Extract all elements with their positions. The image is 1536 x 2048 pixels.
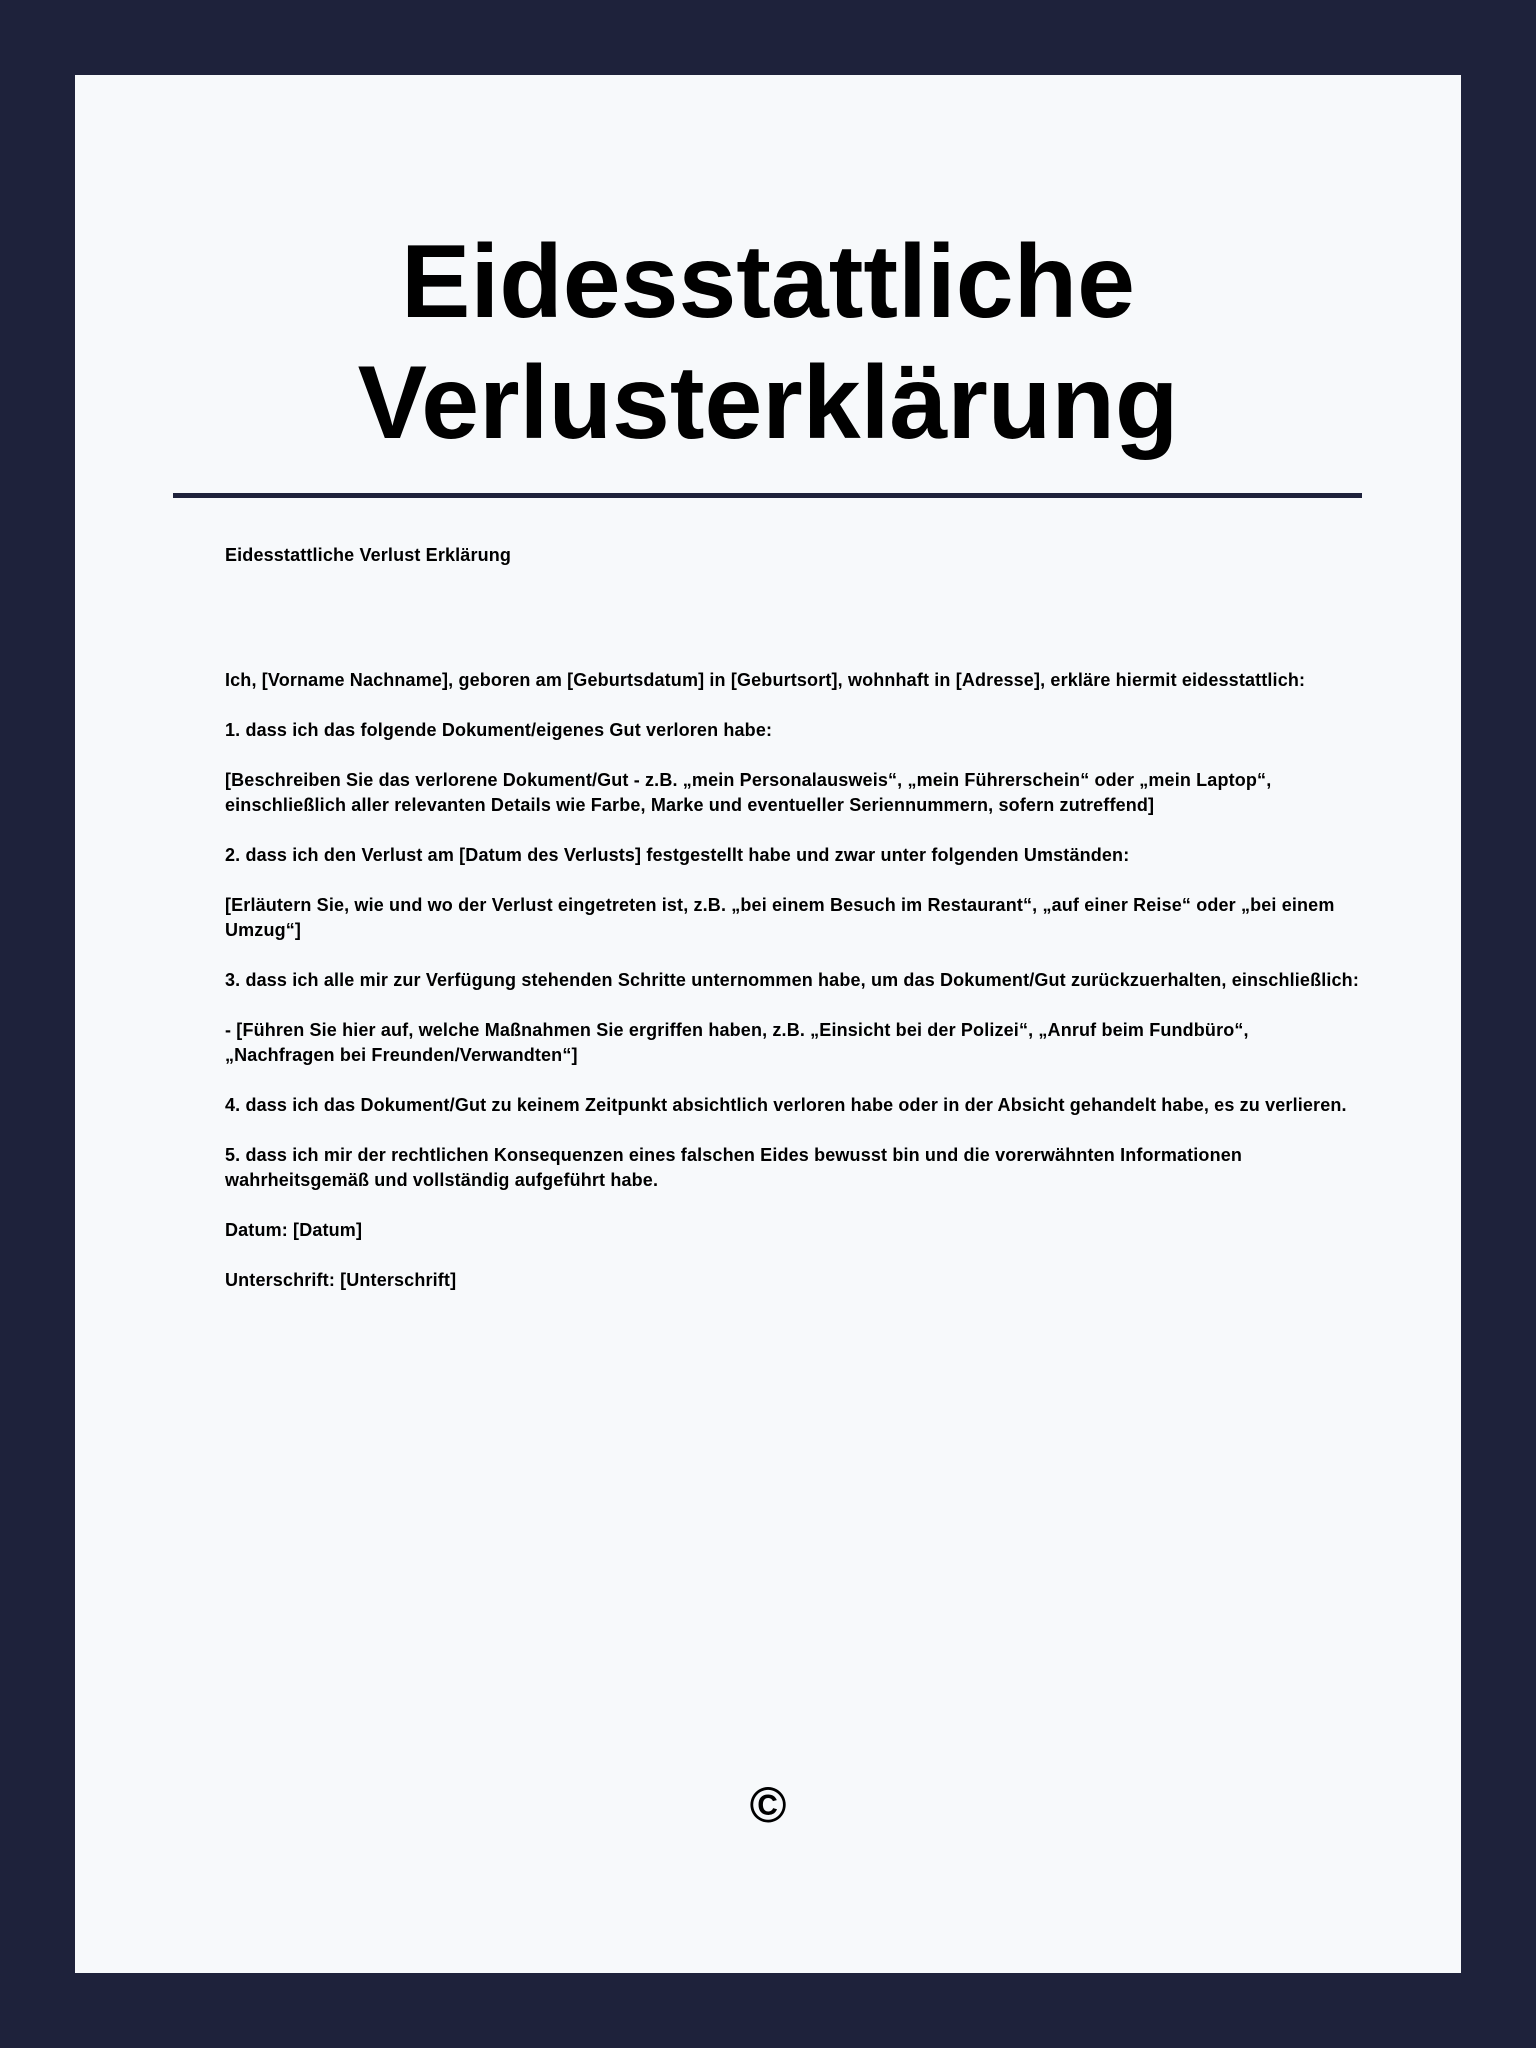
paragraph-item-3: 3. dass ich alle mir zur Verfügung stehenden Schritte unternommen habe, um das Dokument/Gut zurückzuerhalten, einschließlich:: [225, 970, 1359, 990]
copyright-icon: ©: [749, 1777, 787, 1833]
paragraph-item-3-detail: - [Führen Sie hier auf, welche Maßnahmen Sie ergriffen haben, z.B. „Einsicht bei der Polizei“, „Anruf beim Fundbüro“, „Nachfragen bei Freunden/Verwandten“]: [225, 1020, 1249, 1065]
paragraph-item-5: 5. dass ich mir der rechtlichen Konsequenzen eines falschen Eides bewusst bin und die vorerwähnten Informationen wahrheitsgemäß und vollständig aufgeführt habe.: [225, 1145, 1243, 1190]
page-title: [75, 222, 1461, 464]
paragraph-item-1-detail: [Beschreiben Sie das verlorene Dokument/Gut - z.B. „mein Personalausweis“, „mein Führerschein“ oder „mein Laptop“, einschließlich aller relevanten Details wie Farbe, Marke und eventueller Seriennummern, sofern zutreffend]: [225, 770, 1272, 815]
title-line-2: Verlusterklärung: [357, 345, 1179, 461]
paragraph-item-2-detail: [Erläutern Sie, wie und wo der Verlust eingetreten ist, z.B. „bei einem Besuch im Restaurant“, „auf einer Reise“ oder „bei einem Umzug“]: [225, 895, 1335, 940]
signature-line: Unterschrift: [Unterschrift]: [225, 1270, 457, 1290]
paragraph-item-4: 4. dass ich das Dokument/Gut zu keinem Zeitpunkt absichtlich verloren habe oder in der Absicht gehandelt habe, es zu verlieren.: [225, 1095, 1347, 1115]
document-subheading: Eidesstattliche Verlust Erklärung: [225, 545, 512, 565]
document-page: [75, 75, 1461, 1973]
document-body: [225, 543, 1362, 1318]
paragraph-item-1: 1. dass ich das folgende Dokument/eigenes Gut verloren habe:: [225, 720, 773, 740]
paragraph-item-2: 2. dass ich den Verlust am [Datum des Verlusts] festgestellt habe und zwar unter folgenden Umständen:: [225, 845, 1130, 865]
title-divider: [173, 493, 1362, 498]
paragraph-intro: Ich, [Vorname Nachname], geboren am [Geburtsdatum] in [Geburtsort], wohnhaft in [Adresse], erkläre hiermit eidesstattlich:: [225, 670, 1306, 690]
title-line-1: Eidesstattliche: [400, 224, 1136, 340]
date-line: Datum: [Datum]: [225, 1220, 363, 1240]
